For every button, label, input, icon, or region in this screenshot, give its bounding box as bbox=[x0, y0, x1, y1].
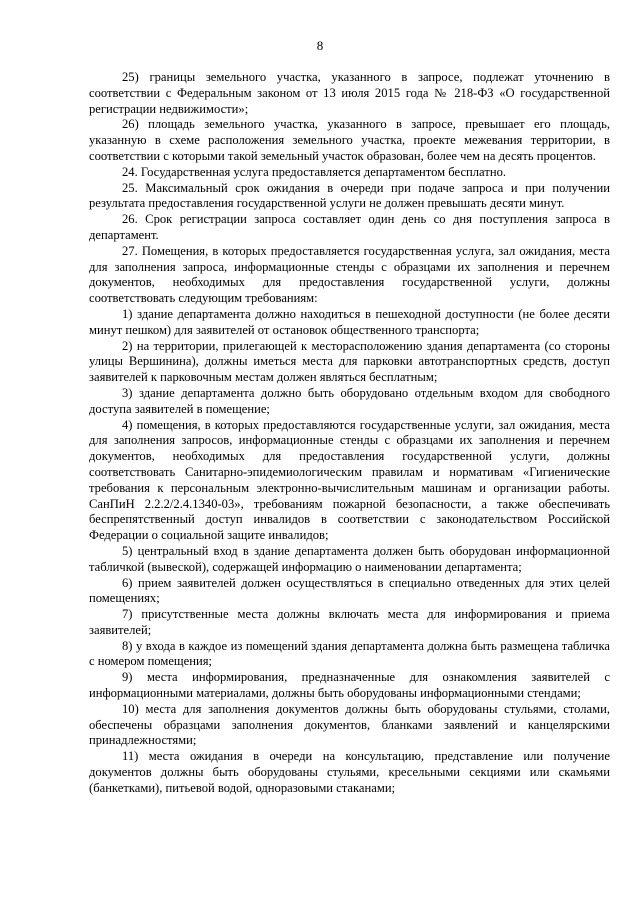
paragraph-clause-27: 27. Помещения, в которых предоставляется государственная услуга, зал ожидания, места для заполнения запроса, информационные стенды с образцами их заполнения и перечнем документов, необходимых для предоставления государственной услуги, должны соответствовать следующим требованиям: bbox=[89, 243, 610, 306]
paragraph-requirement-2: 2) на территории, прилегающей к месторасположению здания департамента (со стороны улицы Вершинина), должны иметься места для парковки автотранспортных средств, доступ заявителей к парковочным местам должен являться бесплатным; bbox=[89, 338, 610, 385]
paragraph-requirement-10: 10) места для заполнения документов должны быть оборудованы стульями, столами, обеспечены образцами заполнения документов, бланками заявлений и канцелярскими принадлежностями; bbox=[89, 701, 610, 748]
paragraph-requirement-6: 6) прием заявителей должен осуществляться в специально отведенных для этих целей помещениях; bbox=[89, 575, 610, 606]
paragraph-requirement-8: 8) у входа в каждое из помещений здания департамента должна быть размещена табличка с номером помещения; bbox=[89, 638, 610, 669]
paragraph-clause-26: 26. Срок регистрации запроса составляет один день со дня поступления запроса в департамент. bbox=[89, 212, 610, 242]
paragraph-requirement-3: 3) здание департамента должно быть оборудовано отдельным входом для свободного доступа заявителей в помещение; bbox=[89, 385, 610, 416]
paragraph-requirement-1: 1) здание департамента должно находиться в пешеходной доступности (не более десяти минут пешком) для заявителей от остановок общественного транспорта; bbox=[89, 306, 610, 337]
document-body bbox=[89, 70, 610, 797]
paragraph-item-26: 26) площадь земельного участка, указанного в запросе, превышает его площадь, указанную в схеме расположения земельного участка, проекте межевания территории, в соответствии с которыми такой земельный участок образован, более чем на десять процентов. bbox=[89, 117, 610, 163]
paragraph-item-25: 25) границы земельного участка, указанного в запросе, подлежат уточнению в соответствии с Федеральным законом от 13 июля 2015 года № 218-ФЗ «О государственной регистрации недвижимости»; bbox=[89, 70, 610, 116]
paragraph-requirement-11: 11) места ожидания в очереди на консультацию, представление или получение документов должны быть оборудованы стульями, кресельными секциями или скамьями (банкетками), питьевой водой, одноразовыми стаканами; bbox=[89, 749, 610, 795]
paragraph-clause-24: 24. Государственная услуга предоставляется департаментом бесплатно. bbox=[122, 164, 507, 179]
paragraph-clause-25: 25. Максимальный срок ожидания в очереди при подаче запроса и при получении результата предоставления государственной услуги не должен превышать десяти минут. bbox=[89, 180, 610, 211]
paragraph-requirement-9: 9) места информирования, предназначенные для ознакомления заявителей с информационными материалами, должны быть оборудованы информационными стендами; bbox=[89, 670, 610, 701]
paragraph-requirement-5: 5) центральный вход в здание департамента должен быть оборудован информационной табличкой (вывеской), содержащей информацию о наименовании департамента; bbox=[89, 543, 610, 574]
paragraph-requirement-7: 7) присутственные места должны включать места для информирования и приема заявителей; bbox=[89, 607, 610, 637]
page-number: 8 bbox=[316, 38, 324, 53]
paragraph-requirement-4: 4) помещения, в которых предоставляются государственные услуги, зал ожидания, места для заполнения запросов, информационные стенды с образцами их заполнения и перечнем документов, необходимых для предоставления государственной услуги, должны соответствовать Санитарно-эпидемиологическим правилам и нормативам «Гигиенические требования к персональным электронно-вычислительным машинам и организации работы. СанПиН 2.2.2/2.4.1340-03», требованиям пожарной безопасности, а также обеспечивать беспрепятственный доступ инвалидов в соответствии с законодательством Российской Федерации о социальной защите инвалидов; bbox=[89, 417, 610, 543]
